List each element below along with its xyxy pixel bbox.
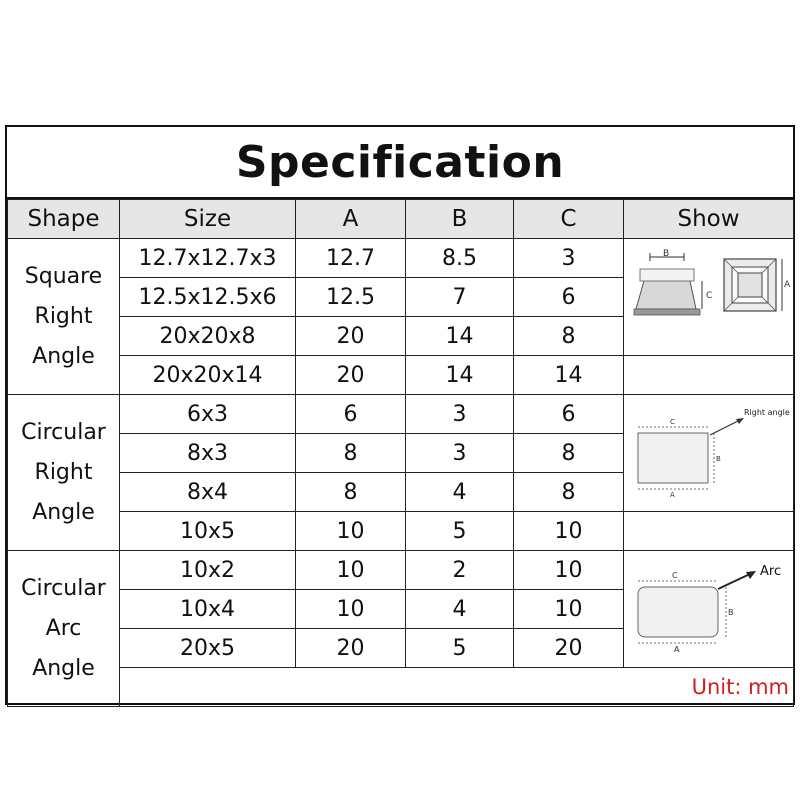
shape-line: Right bbox=[34, 303, 93, 329]
diagram-label-c: C bbox=[705, 291, 712, 301]
diagram-note: Arc bbox=[759, 564, 781, 579]
shape-line: Angle bbox=[32, 499, 95, 525]
c-cell: 3 bbox=[514, 239, 624, 278]
shape-line: Square bbox=[24, 263, 103, 289]
header-show: Show bbox=[624, 200, 794, 239]
a-cell: 6 bbox=[296, 395, 406, 434]
shape-line: Angle bbox=[32, 343, 95, 369]
b-cell: 3 bbox=[406, 395, 514, 434]
diagram-label-a: A bbox=[783, 280, 790, 290]
spec-table bbox=[7, 199, 794, 707]
size-cell: 20x5 bbox=[120, 629, 296, 668]
shape-line: Right bbox=[34, 459, 93, 485]
header-c: C bbox=[514, 200, 624, 239]
diagram-label-a: A bbox=[673, 645, 679, 654]
c-cell: 14 bbox=[514, 356, 624, 395]
shape-line: Circular bbox=[21, 419, 106, 445]
header-b: B bbox=[406, 200, 514, 239]
size-cell: 8x3 bbox=[120, 434, 296, 473]
a-cell: 10 bbox=[296, 551, 406, 590]
b-cell: 8.5 bbox=[406, 239, 514, 278]
page-title: Specification bbox=[7, 127, 793, 199]
header-a: A bbox=[296, 200, 406, 239]
a-cell: 12.7 bbox=[296, 239, 406, 278]
spec-frame bbox=[5, 125, 795, 705]
diagram-label-b: B bbox=[727, 608, 733, 617]
show-empty-cell bbox=[624, 356, 794, 395]
size-cell: 8x4 bbox=[120, 473, 296, 512]
a-cell: 20 bbox=[296, 356, 406, 395]
b-cell: 2 bbox=[406, 551, 514, 590]
show-cell-right-angle bbox=[624, 395, 794, 512]
header-row bbox=[8, 200, 794, 239]
size-cell: 12.5x12.5x6 bbox=[120, 278, 296, 317]
a-cell: 8 bbox=[296, 473, 406, 512]
c-cell: 10 bbox=[514, 551, 624, 590]
table-row bbox=[8, 356, 794, 395]
a-cell: 8 bbox=[296, 434, 406, 473]
table-row bbox=[8, 395, 794, 434]
a-cell: 12.5 bbox=[296, 278, 406, 317]
square-bumper-diagram bbox=[626, 247, 792, 347]
b-cell: 3 bbox=[406, 434, 514, 473]
show-cell-square bbox=[624, 239, 794, 356]
c-cell: 10 bbox=[514, 512, 624, 551]
unit-note: Unit: mm bbox=[120, 668, 794, 707]
c-cell: 6 bbox=[514, 278, 624, 317]
table-row bbox=[8, 551, 794, 590]
diagram-label-b: B bbox=[662, 249, 669, 259]
show-empty-cell bbox=[624, 512, 794, 551]
show-cell-arc bbox=[624, 551, 794, 668]
a-cell: 20 bbox=[296, 629, 406, 668]
c-cell: 10 bbox=[514, 590, 624, 629]
header-shape: Shape bbox=[8, 200, 120, 239]
a-cell: 10 bbox=[296, 512, 406, 551]
size-cell: 10x2 bbox=[120, 551, 296, 590]
size-cell: 10x5 bbox=[120, 512, 296, 551]
table-row bbox=[8, 239, 794, 278]
size-cell: 20x20x14 bbox=[120, 356, 296, 395]
table-row bbox=[8, 512, 794, 551]
a-cell: 10 bbox=[296, 590, 406, 629]
size-cell: 10x4 bbox=[120, 590, 296, 629]
b-cell: 14 bbox=[406, 356, 514, 395]
size-cell: 20x20x8 bbox=[120, 317, 296, 356]
c-cell: 8 bbox=[514, 473, 624, 512]
b-cell: 14 bbox=[406, 317, 514, 356]
footer-row bbox=[8, 668, 794, 707]
diagram-label-c: C bbox=[671, 571, 678, 580]
c-cell: 8 bbox=[514, 434, 624, 473]
right-angle-bumper-diagram bbox=[626, 403, 792, 503]
shape-line: Circular bbox=[21, 575, 106, 601]
diagram-note: Right angle bbox=[743, 408, 790, 417]
b-cell: 7 bbox=[406, 278, 514, 317]
a-cell: 20 bbox=[296, 317, 406, 356]
diagram-label-b: B bbox=[715, 455, 721, 463]
shape-line: Angle bbox=[32, 655, 95, 681]
b-cell: 5 bbox=[406, 512, 514, 551]
shape-line: Arc bbox=[45, 615, 82, 641]
c-cell: 20 bbox=[514, 629, 624, 668]
diagram-label-a: A bbox=[669, 491, 675, 499]
size-cell: 6x3 bbox=[120, 395, 296, 434]
c-cell: 8 bbox=[514, 317, 624, 356]
shape-cell-square-right-angle bbox=[8, 239, 120, 395]
b-cell: 4 bbox=[406, 590, 514, 629]
header-size: Size bbox=[120, 200, 296, 239]
shape-cell-circular-arc-angle bbox=[8, 551, 120, 707]
b-cell: 5 bbox=[406, 629, 514, 668]
shape-cell-circular-right-angle bbox=[8, 395, 120, 551]
size-cell: 12.7x12.7x3 bbox=[120, 239, 296, 278]
diagram-label-c: C bbox=[669, 418, 675, 426]
c-cell: 6 bbox=[514, 395, 624, 434]
b-cell: 4 bbox=[406, 473, 514, 512]
arc-bumper-diagram bbox=[626, 559, 792, 659]
